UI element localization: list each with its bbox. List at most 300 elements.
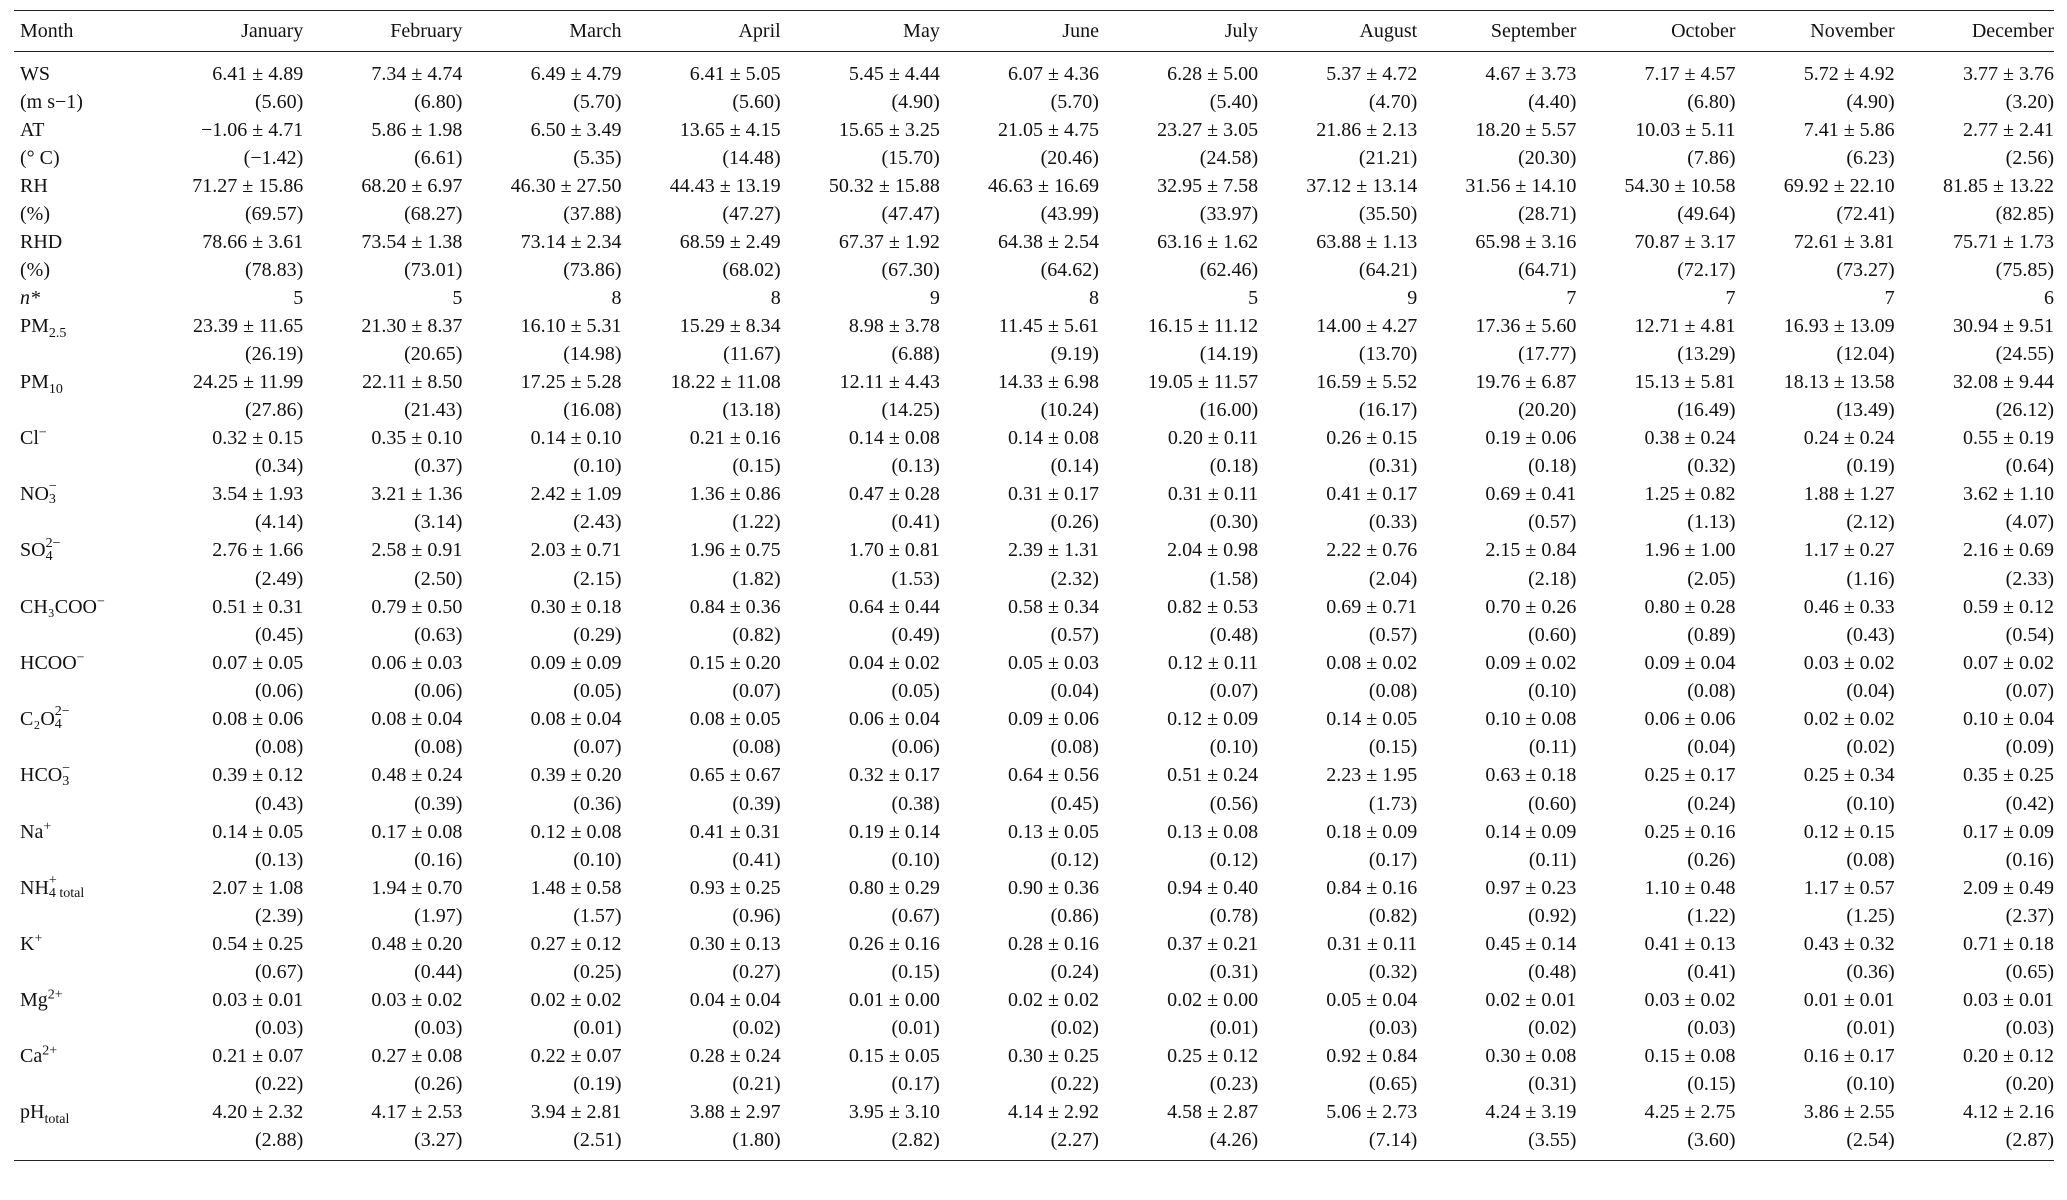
- na-mean-may: 0.19 ± 0.14: [848, 820, 940, 843]
- nh4-mean-december: 2.09 ± 0.49: [1963, 876, 2054, 899]
- no3-mean-may: 0.47 ± 0.28: [848, 483, 940, 505]
- so4-mean-may: 1.70 ± 0.81: [848, 539, 940, 562]
- pm10-mean-november: 18.13 ± 13.58: [1783, 371, 1895, 393]
- rhd-mean-march: 73.14 ± 2.34: [520, 231, 622, 253]
- ca-median-july: (0.23): [1209, 1073, 1259, 1096]
- ws-median-november: (4.90): [1846, 91, 1895, 113]
- table-body: [14, 52, 2054, 1161]
- c2o4-median-august: (0.15): [1368, 736, 1418, 759]
- no3-median-august: (0.33): [1368, 511, 1418, 534]
- no3-mean-june: 0.31 ± 0.17: [1007, 483, 1099, 505]
- sample-count-label-text: n*: [20, 287, 40, 309]
- mg-mean-april: 0.04 ± 0.04: [689, 989, 781, 1012]
- nh4-mean-july: 0.94 ± 0.40: [1167, 876, 1259, 899]
- hco3-mean-january: 0.39 ± 0.12: [212, 764, 304, 787]
- pm10-label-base: PM: [20, 371, 49, 393]
- rhd-median-july: (62.46): [1199, 259, 1259, 281]
- ch3coo-mean-may: 0.64 ± 0.44: [848, 595, 940, 618]
- c2o4-mean-january: 0.08 ± 0.06: [212, 707, 304, 730]
- ch3coo-median-august: (0.57): [1368, 623, 1418, 646]
- pm25-median-march: (14.98): [563, 343, 622, 365]
- c2o4-mean-september: 0.10 ± 0.08: [1485, 707, 1577, 730]
- at-median-july: (24.58): [1199, 147, 1259, 169]
- ph-median-april: (1.80): [622, 1126, 781, 1161]
- ch3coo-mean-july: 0.82 ± 0.53: [1167, 595, 1259, 618]
- c2o4-median-october: (0.04): [1687, 736, 1736, 759]
- sample-count-value-june: 8: [1088, 287, 1099, 309]
- c2o4-mean-february: 0.08 ± 0.04: [371, 707, 463, 730]
- cl-label: [14, 424, 144, 452]
- ca-mean-april: 0.28 ± 0.24: [689, 1045, 781, 1068]
- c2o4-label: [14, 705, 144, 733]
- cl-median-august: (0.31): [1368, 455, 1418, 477]
- pm10-median-april: (13.18): [722, 399, 781, 421]
- hcoo-median-january: (0.06): [254, 679, 304, 702]
- na-mean-january: 0.14 ± 0.05: [212, 820, 304, 843]
- ws-mean-january: 6.41 ± 4.89: [212, 63, 304, 85]
- nh4-mean-october: 1.10 ± 0.48: [1644, 876, 1736, 899]
- pm25-mean-july: 16.15 ± 11.12: [1147, 315, 1259, 337]
- so4-median-may: (1.53): [891, 567, 940, 590]
- cl-median-october: (0.32): [1687, 455, 1736, 477]
- at-mean-august: 21.86 ± 2.13: [1316, 119, 1418, 141]
- k-mean-january: 0.54 ± 0.25: [212, 933, 304, 956]
- k-mean-november: 0.43 ± 0.32: [1803, 933, 1895, 956]
- pm10-mean-march: 17.25 ± 5.28: [520, 371, 622, 393]
- rhd-median-may: (67.30): [881, 259, 940, 281]
- c2o4-mean-july: 0.12 ± 0.09: [1167, 707, 1259, 730]
- nh4-median-row: [14, 902, 2054, 930]
- hco3-mean-november: 0.25 ± 0.34: [1803, 764, 1895, 787]
- pm25-median-may: (6.88): [891, 343, 940, 365]
- rhd-median-april: (68.02): [722, 259, 781, 281]
- hco3-median-november: (0.10): [1846, 792, 1895, 815]
- nh4-mean-row: [14, 874, 2054, 902]
- no3-label-base: NO: [20, 483, 49, 505]
- c2o4-median-february: (0.08): [414, 736, 463, 759]
- rh-mean-may: 50.32 ± 15.88: [828, 175, 940, 197]
- rh-median-april: (47.27): [722, 203, 781, 225]
- ws-median-june: (5.70): [1050, 91, 1099, 113]
- ws-mean-november: 5.72 ± 4.92: [1803, 63, 1895, 85]
- hcoo-mean-february: 0.06 ± 0.03: [371, 651, 463, 674]
- hco3-median-july: (0.56): [1209, 792, 1259, 815]
- c2o4-median-june: (0.08): [1050, 736, 1099, 759]
- ws-median-row: [14, 88, 2054, 116]
- at-mean-june: 21.05 ± 4.75: [997, 119, 1099, 141]
- ws-mean-december: 3.77 ± 3.76: [1963, 63, 2054, 85]
- cl-label-sup: −: [38, 425, 47, 441]
- hcoo-empty-label: [14, 677, 144, 705]
- rhd-median-november: (73.27): [1836, 259, 1895, 281]
- mg-median-april: (0.02): [732, 1017, 781, 1040]
- at-label: AT: [20, 119, 45, 141]
- hcoo-mean-april: 0.15 ± 0.20: [689, 651, 781, 674]
- ca-mean-row: [14, 1042, 2054, 1070]
- ws-mean-september: 4.67 ± 3.73: [1485, 63, 1577, 85]
- na-median-december: (0.16): [2005, 848, 2054, 871]
- ws-label: WS: [20, 63, 50, 85]
- pm25-median-february: (20.65): [404, 343, 463, 365]
- ca-median-december: (0.20): [2005, 1073, 2054, 1096]
- hcoo-mean-march: 0.09 ± 0.09: [530, 651, 622, 674]
- cl-median-september: (0.18): [1528, 455, 1577, 477]
- nh4-median-december: (2.37): [2005, 905, 2054, 928]
- ca-median-january: (0.22): [254, 1073, 304, 1096]
- ph-median-october: (3.60): [1576, 1126, 1735, 1161]
- c2o4-empty-label: [14, 733, 144, 761]
- so4-label-base: SO: [20, 539, 46, 562]
- hco3-empty-label: [14, 790, 144, 818]
- rhd-median-august: (64.21): [1358, 259, 1418, 281]
- nh4-mean-february: 1.94 ± 0.70: [371, 876, 463, 899]
- ch3coo-median-march: (0.29): [573, 623, 622, 646]
- pm25-mean-april: 15.29 ± 8.34: [679, 315, 781, 337]
- ws-median-march: (5.70): [573, 91, 622, 113]
- header-month-july: July: [1099, 11, 1258, 52]
- na-empty-label: [14, 846, 144, 874]
- c2o4-median-row: [14, 733, 2054, 761]
- nh4-median-june: (0.86): [1050, 905, 1099, 928]
- hco3-mean-row: [14, 761, 2054, 789]
- mg-mean-september: 0.02 ± 0.01: [1485, 989, 1577, 1012]
- k-median-june: (0.24): [1050, 961, 1099, 984]
- rhd-mean-january: 78.66 ± 3.61: [202, 231, 304, 253]
- ca-mean-march: 0.22 ± 0.07: [530, 1045, 622, 1068]
- header-row: [14, 11, 2054, 52]
- mg-median-row: [14, 1014, 2054, 1042]
- k-median-january: (0.67): [254, 961, 304, 984]
- at-unit-label: (° C): [20, 147, 60, 169]
- no3-median-january: (4.14): [254, 511, 304, 534]
- pm25-mean-row: [14, 312, 2054, 340]
- at-median-october: (7.86): [1687, 147, 1736, 169]
- k-median-row: [14, 958, 2054, 986]
- ch3coo-median-october: (0.89): [1687, 623, 1736, 646]
- ch3coo-median-february: (0.63): [414, 623, 463, 646]
- ws-median-april: (5.60): [732, 91, 781, 113]
- so4-mean-august: 2.22 ± 0.76: [1326, 539, 1418, 562]
- c2o4-median-december: (0.09): [2005, 736, 2054, 759]
- cl-mean-november: 0.24 ± 0.24: [1803, 427, 1895, 449]
- hcoo-median-may: (0.05): [891, 679, 940, 702]
- pm25-label-base: PM: [20, 315, 49, 337]
- rhd-median-march: (73.86): [563, 259, 622, 281]
- rhd-median-february: (73.01): [404, 259, 463, 281]
- so4-median-october: (2.05): [1687, 567, 1736, 590]
- so4-median-november: (1.16): [1846, 567, 1895, 590]
- nh4-label-base: NH: [20, 876, 49, 899]
- rh-median-august: (35.50): [1358, 203, 1418, 225]
- hco3-median-october: (0.24): [1687, 792, 1736, 815]
- sample-count-value-november: 7: [1884, 287, 1895, 309]
- header-month-june: June: [940, 11, 1099, 52]
- ca-mean-july: 0.25 ± 0.12: [1167, 1045, 1259, 1068]
- pm10-mean-july: 19.05 ± 11.57: [1147, 371, 1259, 393]
- pm10-mean-december: 32.08 ± 9.44: [1953, 371, 2054, 393]
- mg-median-march: (0.01): [573, 1017, 622, 1040]
- rh-mean-march: 46.30 ± 27.50: [510, 175, 622, 197]
- ws-mean-june: 6.07 ± 4.36: [1007, 63, 1099, 85]
- pm25-median-june: (9.19): [1050, 343, 1099, 365]
- ca-empty-label: [14, 1070, 144, 1098]
- ws-mean-row: [14, 52, 2054, 89]
- pm10-median-september: (20.20): [1518, 399, 1577, 421]
- ws-median-february: (6.80): [414, 91, 463, 113]
- ch3coo-median-november: (0.43): [1846, 623, 1895, 646]
- k-median-february: (0.44): [414, 961, 463, 984]
- cl-mean-december: 0.55 ± 0.19: [1963, 427, 2054, 449]
- ch3coo-label: [14, 593, 144, 621]
- rhd-mean-row: [14, 228, 2054, 256]
- pm10-label-sub: 10: [48, 382, 63, 397]
- pm10-median-february: (21.43): [404, 399, 463, 421]
- hcoo-mean-december: 0.07 ± 0.02: [1963, 651, 2054, 674]
- ca-median-april: (0.21): [732, 1073, 781, 1096]
- hco3-mean-may: 0.32 ± 0.17: [848, 764, 940, 787]
- mg-median-february: (0.03): [414, 1017, 463, 1040]
- rh-median-october: (49.64): [1677, 203, 1736, 225]
- pm10-mean-row: [14, 368, 2054, 396]
- at-mean-row: [14, 116, 2054, 144]
- hco3-mean-august: 2.23 ± 1.95: [1326, 764, 1418, 787]
- rhd-mean-february: 73.54 ± 1.38: [361, 231, 463, 253]
- no3-median-september: (0.57): [1528, 511, 1577, 534]
- cl-mean-june: 0.14 ± 0.08: [1007, 427, 1099, 449]
- cl-median-may: (0.13): [891, 455, 940, 477]
- rhd-median-october: (72.17): [1677, 259, 1736, 281]
- no3-mean-july: 0.31 ± 0.11: [1167, 483, 1259, 505]
- mg-label: [14, 986, 144, 1014]
- rh-median-row: [14, 200, 2054, 228]
- pm25-mean-may: 8.98 ± 3.78: [848, 315, 940, 337]
- ch3coo-mean-march: 0.30 ± 0.18: [530, 595, 622, 618]
- mg-empty-label: [14, 1014, 144, 1042]
- rh-mean-february: 68.20 ± 6.97: [361, 175, 463, 197]
- na-median-november: (0.08): [1846, 848, 1895, 871]
- hcoo-median-november: (0.04): [1846, 679, 1895, 702]
- rhd-median-december: (75.85): [1995, 259, 2054, 281]
- nh4-empty-label: [14, 902, 144, 930]
- ch3coo-mean-september: 0.70 ± 0.26: [1485, 595, 1577, 618]
- no3-median-may: (0.41): [891, 511, 940, 534]
- c2o4-label-sub: 4: [54, 717, 62, 733]
- mg-median-september: (0.02): [1528, 1017, 1577, 1040]
- hcoo-mean-september: 0.09 ± 0.02: [1485, 651, 1577, 674]
- hco3-mean-february: 0.48 ± 0.24: [371, 764, 463, 787]
- no3-median-november: (2.12): [1846, 511, 1895, 534]
- hco3-label-sub: 3: [62, 773, 70, 789]
- mg-median-december: (0.03): [2005, 1017, 2054, 1040]
- hco3-label-sup: −: [62, 760, 71, 776]
- no3-mean-april: 1.36 ± 0.86: [689, 483, 781, 505]
- so4-median-september: (2.18): [1528, 567, 1577, 590]
- no3-median-row: [14, 508, 2054, 536]
- k-median-may: (0.15): [891, 961, 940, 984]
- ws-mean-may: 5.45 ± 4.44: [848, 63, 940, 85]
- header-month-label: Month: [14, 11, 144, 52]
- header-month-february: February: [303, 11, 462, 52]
- ph-label-sub: total: [44, 1112, 70, 1128]
- header-month-september: September: [1417, 11, 1576, 52]
- ca-median-may: (0.17): [891, 1073, 940, 1096]
- k-median-april: (0.27): [732, 961, 781, 984]
- ph-median-december: (2.87): [1895, 1126, 2054, 1161]
- cl-mean-row: [14, 424, 2054, 452]
- k-median-march: (0.25): [573, 961, 622, 984]
- at-mean-july: 23.27 ± 3.05: [1157, 119, 1259, 141]
- c2o4-mean-november: 0.02 ± 0.02: [1803, 707, 1895, 730]
- ph-median-february: (3.27): [303, 1126, 462, 1161]
- hco3-mean-april: 0.65 ± 0.67: [689, 764, 781, 787]
- rh-median-september: (28.71): [1518, 203, 1577, 225]
- na-median-february: (0.16): [414, 848, 463, 871]
- no3-label-sup: −: [48, 479, 57, 495]
- cl-label-base: Cl: [20, 427, 39, 449]
- ca-mean-december: 0.20 ± 0.12: [1963, 1045, 2054, 1068]
- na-median-july: (0.12): [1209, 848, 1259, 871]
- header-month-april: April: [622, 11, 781, 52]
- ch3coo-mean-february: 0.79 ± 0.50: [371, 595, 463, 618]
- at-mean-march: 6.50 ± 3.49: [530, 119, 622, 141]
- no3-median-april: (1.22): [732, 511, 781, 534]
- so4-median-february: (2.50): [414, 567, 463, 590]
- hcoo-mean-may: 0.04 ± 0.02: [848, 651, 940, 674]
- nh4-median-march: (1.57): [573, 905, 622, 928]
- ph-mean-august: 5.06 ± 2.73: [1326, 1101, 1418, 1124]
- ca-mean-january: 0.21 ± 0.07: [212, 1045, 304, 1068]
- rh-mean-august: 37.12 ± 13.14: [1306, 175, 1418, 197]
- ws-median-july: (5.40): [1209, 91, 1259, 113]
- pm25-median-january: (26.19): [244, 343, 304, 365]
- no3-mean-february: 3.21 ± 1.36: [371, 483, 463, 505]
- cl-mean-september: 0.19 ± 0.06: [1485, 427, 1577, 449]
- na-mean-november: 0.12 ± 0.15: [1803, 820, 1895, 843]
- ph-mean-january: 4.20 ± 2.32: [212, 1101, 304, 1124]
- at-median-december: (2.56): [2005, 147, 2054, 169]
- rhd-unit-label: (%): [20, 259, 50, 281]
- ws-median-january: (5.60): [254, 91, 304, 113]
- ch3coo-empty-label: [14, 621, 144, 649]
- at-median-november: (6.23): [1846, 147, 1895, 169]
- ca-label-base: Ca: [20, 1045, 43, 1068]
- so4-median-april: (1.82): [732, 567, 781, 590]
- na-mean-march: 0.12 ± 0.08: [530, 820, 622, 843]
- hcoo-mean-august: 0.08 ± 0.02: [1326, 651, 1418, 674]
- ca-mean-june: 0.30 ± 0.25: [1007, 1045, 1099, 1068]
- pm10-median-march: (16.08): [563, 399, 622, 421]
- at-median-august: (21.21): [1358, 147, 1418, 169]
- no3-median-october: (1.13): [1687, 511, 1736, 534]
- hco3-median-december: (0.42): [2005, 792, 2054, 815]
- ca-median-november: (0.10): [1846, 1073, 1895, 1096]
- rh-median-february: (68.27): [404, 203, 463, 225]
- rh-median-may: (47.47): [881, 203, 940, 225]
- mg-label-base: Mg: [20, 989, 48, 1012]
- so4-median-december: (2.33): [2005, 567, 2054, 590]
- cl-mean-february: 0.35 ± 0.10: [371, 427, 463, 449]
- rhd-mean-october: 70.87 ± 3.17: [1634, 231, 1736, 253]
- ph-empty-label: [14, 1126, 144, 1161]
- na-mean-december: 0.17 ± 0.09: [1963, 820, 2054, 843]
- pm10-median-may: (14.25): [881, 399, 940, 421]
- c2o4-median-january: (0.08): [254, 736, 304, 759]
- pm25-median-july: (14.19): [1199, 343, 1259, 365]
- pm10-label: [14, 368, 144, 396]
- k-mean-october: 0.41 ± 0.13: [1644, 933, 1736, 956]
- ph-mean-march: 3.94 ± 2.81: [530, 1101, 622, 1124]
- ch3coo-median-january: (0.45): [254, 623, 304, 646]
- ch3coo-mean-april: 0.84 ± 0.36: [689, 595, 781, 618]
- ch3coo-median-december: (0.54): [2005, 623, 2054, 646]
- na-median-march: (0.10): [573, 848, 622, 871]
- sample-count-value-october: 7: [1725, 287, 1736, 309]
- na-mean-row: [14, 818, 2054, 846]
- ch3coo-mean-june: 0.58 ± 0.34: [1007, 595, 1099, 618]
- hcoo-mean-october: 0.09 ± 0.04: [1644, 651, 1736, 674]
- header-month-january: January: [144, 11, 303, 52]
- ca-mean-november: 0.16 ± 0.17: [1803, 1045, 1895, 1068]
- pm10-mean-october: 15.13 ± 5.81: [1634, 371, 1736, 393]
- mg-mean-may: 0.01 ± 0.00: [848, 989, 940, 1012]
- hcoo-median-row: [14, 677, 2054, 705]
- pm10-mean-august: 16.59 ± 5.52: [1316, 371, 1418, 393]
- nh4-mean-january: 2.07 ± 1.08: [212, 876, 304, 899]
- k-mean-march: 0.27 ± 0.12: [530, 933, 622, 956]
- hcoo-median-july: (0.07): [1209, 679, 1259, 702]
- c2o4-mean-june: 0.09 ± 0.06: [1007, 707, 1099, 730]
- na-label-base: Na: [20, 820, 44, 843]
- c2o4-mean-row: [14, 705, 2054, 733]
- sample-count-value-march: 8: [611, 287, 622, 309]
- c2o4-median-july: (0.10): [1209, 736, 1259, 759]
- hcoo-mean-november: 0.03 ± 0.02: [1803, 651, 1895, 674]
- ch3coo-mean-august: 0.69 ± 0.71: [1326, 595, 1418, 618]
- so4-mean-february: 2.58 ± 0.91: [371, 539, 463, 562]
- at-median-may: (15.70): [881, 147, 940, 169]
- rh-unit-label: (%): [20, 203, 50, 225]
- hco3-median-april: (0.39): [732, 792, 781, 815]
- hcoo-mean-row: [14, 649, 2054, 677]
- so4-empty-label: [14, 565, 144, 593]
- k-mean-june: 0.28 ± 0.16: [1007, 933, 1099, 956]
- k-median-august: (0.32): [1368, 961, 1418, 984]
- hcoo-mean-june: 0.05 ± 0.03: [1007, 651, 1099, 674]
- c2o4-mean-april: 0.08 ± 0.05: [689, 707, 781, 730]
- nh4-label: [14, 874, 144, 902]
- hcoo-median-april: (0.07): [732, 679, 781, 702]
- na-median-april: (0.41): [732, 848, 781, 871]
- nh4-mean-april: 0.93 ± 0.25: [689, 876, 781, 899]
- rh-median-march: (37.88): [563, 203, 622, 225]
- ca-median-august: (0.65): [1368, 1073, 1418, 1096]
- nh4-median-february: (1.97): [414, 905, 463, 928]
- rhd-mean-september: 65.98 ± 3.16: [1475, 231, 1577, 253]
- hcoo-median-august: (0.08): [1368, 679, 1418, 702]
- hco3-median-march: (0.36): [573, 792, 622, 815]
- k-mean-december: 0.71 ± 0.18: [1963, 933, 2054, 956]
- nh4-mean-september: 0.97 ± 0.23: [1485, 876, 1577, 899]
- k-label-base: K: [20, 933, 35, 956]
- hco3-median-may: (0.38): [891, 792, 940, 815]
- ph-mean-row: [14, 1098, 2054, 1126]
- c2o4-mean-may: 0.06 ± 0.04: [848, 707, 940, 730]
- mg-mean-july: 0.02 ± 0.00: [1167, 989, 1259, 1012]
- hcoo-label: [14, 649, 144, 677]
- mg-mean-march: 0.02 ± 0.02: [530, 989, 622, 1012]
- mg-mean-december: 0.03 ± 0.01: [1963, 989, 2054, 1012]
- ch3coo-median-september: (0.60): [1528, 623, 1577, 646]
